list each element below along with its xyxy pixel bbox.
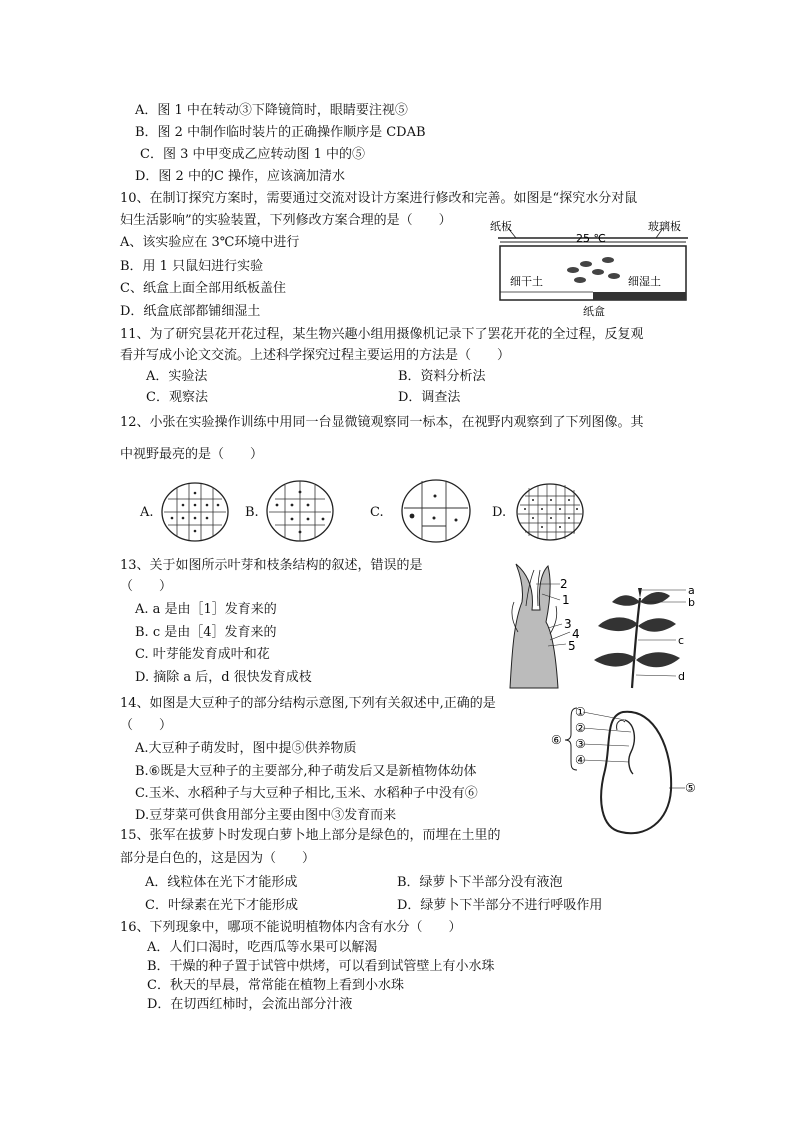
q14-soybean-seed-diagram: [545, 700, 700, 840]
seed-part-6: ⑥: [551, 733, 562, 747]
q10-stem-line2: 妇生活影响”的实验装置，下列修改方案合理的是（ ）: [120, 213, 452, 228]
q10-option-b: B．用 1 只鼠妇进行实验: [120, 259, 264, 274]
q13-option-b: B. c 是由［4］发育来的: [135, 625, 277, 640]
q9-option-a: A．图 1 中在转动③下降镜筒时，眼睛要注视⑤: [135, 103, 408, 118]
q10-stem-line1: 10、在制订探究方案时，需要通过交流对设计方案进行修改和完善。如图是“探究水分对鼠: [120, 191, 638, 206]
q13-leaf-bud-diagram: [500, 562, 590, 690]
q10-option-a: A、该实验应在 3℃环境中进行: [120, 235, 300, 250]
q13-stem-line2: （ ）: [120, 579, 173, 594]
q9-option-d: D．图 2 中的C 操作，应该滴加清水: [135, 169, 346, 184]
branch-label-c: c: [678, 634, 685, 647]
q16-option-a: A．人们口渴时，吃西瓜等水果可以解渴: [147, 940, 378, 955]
q11-option-a: A．实验法: [146, 369, 208, 384]
q14-option-c: C.玉米、水稻种子与大豆种子相比,玉米、水稻种子中没有⑥: [135, 786, 478, 801]
bud-number-1: 1: [562, 593, 570, 607]
q15-option-b: B．绿萝卜下半部分没有液泡: [397, 875, 563, 890]
q9-option-c: C．图 3 中甲变成乙应转动图 1 中的⑤: [140, 147, 366, 162]
q13-option-c: C. 叶芽能发育成叶和花: [135, 647, 270, 662]
q12-view-b: [265, 479, 335, 543]
label-temperature: 25 ℃: [576, 232, 606, 245]
q10-option-c: C、纸盒上面全部用纸板盖住: [120, 281, 286, 296]
seed-part-4: ④: [575, 753, 586, 767]
bud-number-5: 5: [568, 639, 576, 653]
q12-label-a: A.: [140, 505, 154, 520]
q11-option-d: D．调查法: [398, 390, 461, 405]
bud-number-3: 3: [564, 617, 572, 631]
woodlice-group: [567, 257, 620, 283]
q12-view-a: [160, 481, 230, 543]
q16-option-d: D．在切西红柿时，会流出部分汁液: [147, 997, 353, 1012]
q11-stem-line2: 看并写成小论文交流。上述科学探究过程主要运用的方法是（ ）: [120, 348, 511, 363]
seed-part-1: ①: [575, 705, 586, 719]
q13-option-a: A. a 是由［1］发育来的: [135, 602, 277, 617]
q12-view-c: [400, 478, 472, 544]
label-glass-board: 玻璃板: [648, 220, 681, 233]
q13-option-d: D. 摘除 a 后，d 很快发育成枝: [135, 670, 312, 685]
q12-stem-line2: 中视野最亮的是（ ）: [120, 447, 264, 462]
label-paper-box: 纸盒: [583, 305, 605, 318]
q15-stem-line2: 部分是白色的，这是因为（ ）: [120, 851, 316, 866]
q12-stem-line1: 12、小张在实验操作训练中用同一台显微镜观察同一标本，在视野内观察到了下列图像。其: [120, 415, 644, 430]
q13-branch-diagram: [590, 580, 710, 690]
q14-stem-line2: （ ）: [120, 718, 173, 733]
branch-label-b: b: [688, 596, 695, 609]
q13-stem-line1: 13、关于如图所示叶芽和枝条结构的叙述，错误的是: [120, 558, 423, 573]
q12-view-d: [515, 482, 585, 542]
bud-number-2: 2: [560, 577, 568, 591]
q11-option-b: B．资料分析法: [398, 369, 486, 384]
label-wet-soil: 细湿土: [628, 275, 661, 288]
q14-option-d: D.豆芽菜可供食用部分主要由图中③发育而来: [135, 808, 397, 823]
seed-part-3: ③: [575, 737, 586, 751]
q12-label-c: C.: [370, 505, 384, 520]
q15-option-a: A．线粒体在光下才能形成: [145, 875, 298, 890]
q14-stem-line1: 14、如图是大豆种子的部分结构示意图,下列有关叙述中,正确的是: [120, 696, 496, 711]
q10-experiment-diagram: [488, 220, 698, 318]
q14-option-b: B.⑥既是大豆种子的主要部分,种子萌发后又是新植物体幼体: [135, 764, 477, 779]
bud-number-4: 4: [572, 627, 580, 641]
label-paper-board: 纸板: [490, 220, 512, 233]
label-dry-soil: 细干土: [510, 275, 543, 288]
q11-stem-line1: 11、为了研究昙花开花过程，某生物兴趣小组用摄像机记录下了罢花开花的全过程，反复观: [120, 327, 644, 342]
branch-label-a: a: [688, 584, 695, 597]
branch-label-d: d: [678, 670, 685, 683]
q16-option-c: C．秋天的早晨，常常能在植物上看到小水珠: [147, 978, 404, 993]
q14-option-a: A.大豆种子萌发时，图中提⑤供养物质: [135, 741, 357, 756]
q16-option-b: B．干燥的种子置于试管中烘烤，可以看到试管壁上有小水珠: [147, 959, 495, 974]
q16-stem: 16、下列现象中，哪项不能说明植物体内含有水分（ ）: [120, 920, 462, 935]
q15-stem-line1: 15、张军在拔萝卜时发现白萝卜地上部分是绿色的，而埋在土里的: [120, 828, 501, 843]
q11-option-c: C．观察法: [146, 390, 208, 405]
seed-part-5: ⑤: [685, 781, 696, 795]
q15-option-d: D．绿萝卜下半部分不进行呼吸作用: [397, 898, 603, 913]
q10-option-d: D．纸盒底部都铺细湿土: [120, 304, 261, 319]
q12-label-d: D.: [492, 505, 507, 520]
wet-soil-layer: [593, 292, 686, 300]
q15-option-c: C．叶绿素在光下才能形成: [145, 898, 298, 913]
q9-option-b: B．图 2 中制作临时装片的正确操作顺序是 CDAB: [135, 125, 426, 140]
seed-part-2: ②: [575, 721, 586, 735]
q12-label-b: B.: [245, 505, 259, 520]
